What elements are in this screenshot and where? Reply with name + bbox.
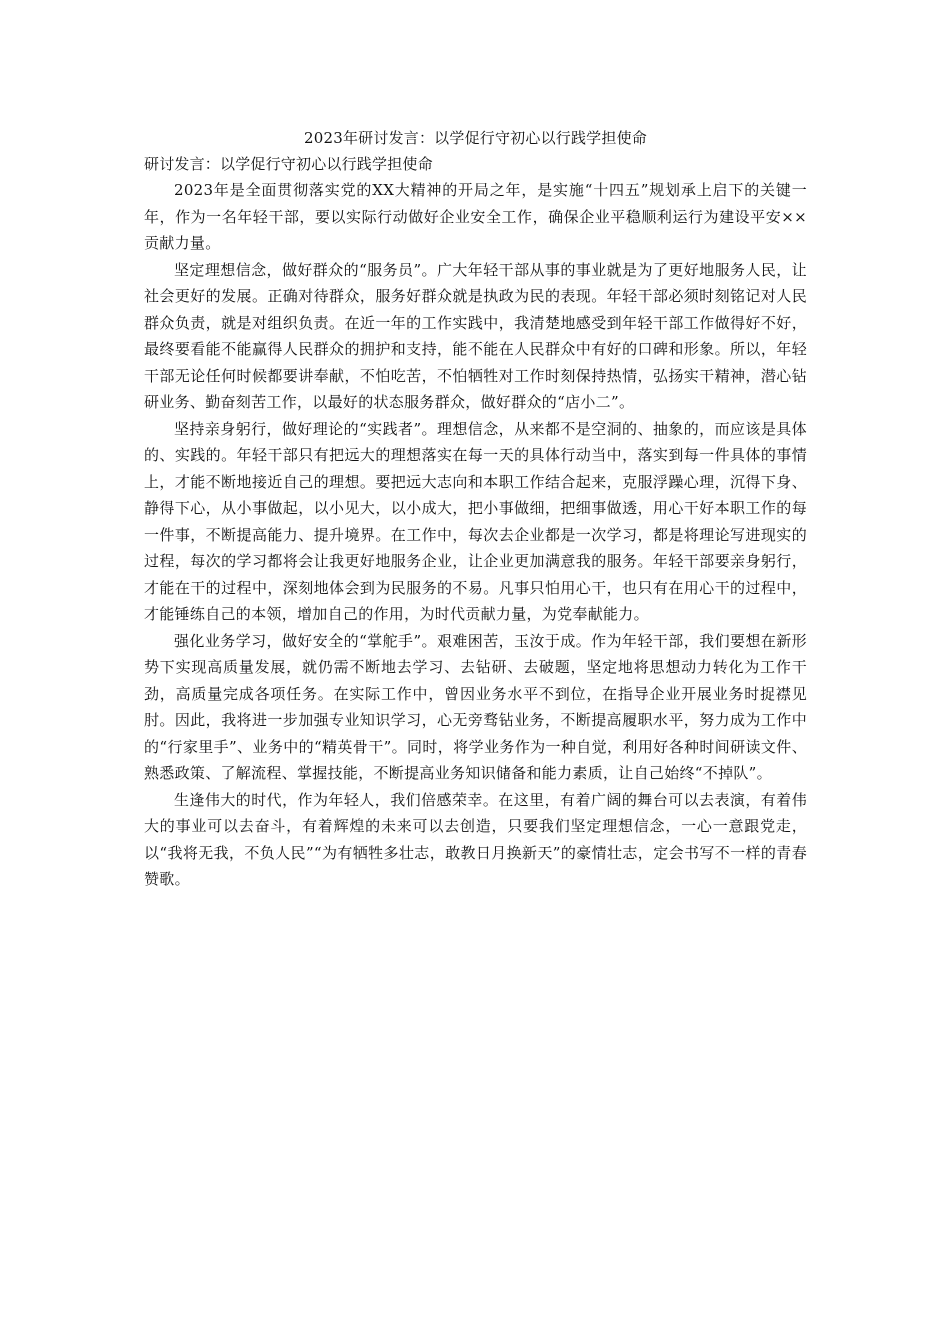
document-title: 2023年研讨发言：以学促行守初心以行践学担使命 [304, 129, 647, 147]
paragraph-study: 强化业务学习，做好安全的“掌舵手”。艰难困苦，玉汝于成。作为年轻干部，我们要想在新形势下实现高质量发展，就仍需不断地去学习、去钻研、去破题，坚定地将思想动力转化为工作干劲，高质量完成各项任务。在实际工作中，曾因业务水平不到位，在指导企业开展业务时捉襟见肘。因此，我将进一步加强专业知识学习，心无旁骛钻业务，不断提高履职水平，努力成为工作中的“行家里手”、业务中的“精英骨干”。同时，将学业务作为一种自觉，利用好各种时间研读文件、熟悉政策、了解流程、掌握技能，不断提高业务知识储备和能力素质，让自己始终“不掉队”。 [144, 631, 807, 782]
paragraph-service: 坚定理想信念，做好群众的“服务员”。广大年轻干部从事的事业就是为了更好地服务人民，让社会更好的发展。正确对待群众，服务好群众就是执政为民的表现。年轻干部必须时刻铭记对人民群众负责，就是对组织负责。在近一年的工作实践中，我清楚地感受到年轻干部工作做得好不好，最终要看能不能赢得人民群众的拥护和支持，能不能在人民群众中有好的口碑和形象。所以，年轻干部无论任何时候都要讲奉献，不怕吃苦，不怕牺牲对工作时刻保持热情，弘扬实干精神，潜心钻研业务、勤奋刻苦工作，以最好的状态服务群众，做好群众的“店小二”。 [144, 260, 807, 411]
paragraph-practice: 坚持亲身躬行，做好理论的“实践者”。理想信念，从来都不是空洞的、抽象的，而应该是具体的、实践的。年轻干部只有把远大的理想落实在每一天的具体行动当中，落实到每一件具体的事情上，才能不断地接近自己的理想。要把远大志向和本职工作结合起来，克服浮躁心理，沉得下身、静得下心，从小事做起，以小见大，以小成大，把小事做细，把细事做透，用心干好本职工作的每一件事，不断提高能力、提升境界。在工作中，每次去企业都是一次学习，都是将理论写进现实的过程，每次的学习都将会让我更好地服务企业，让企业更加满意我的服务。年轻干部要亲身躬行，才能在干的过程中，深刻地体会到为民服务的不易。凡事只怕用心干，也只有在用心干的过程中，才能锤练自己的本领，增加自己的作用，为时代贡献力量，为党奉献能力。 [144, 419, 807, 623]
document-subtitle: 研讨发言：以学促行守初心以行践学担使命 [144, 155, 433, 173]
document-body [144, 125, 807, 893]
paragraph-conclusion: 生逢伟大的时代，作为年轻人，我们倍感荣幸。在这里，有着广阔的舞台可以去表演，有着伟大的事业可以去奋斗，有着辉煌的未来可以去创造，只要我们坚定理想信念，一心一意跟党走，以“我将无我，不负人民”“为有牺牲多壮志，敢教日月换新天”的豪情壮志，定会书写不一样的青春赞歌。 [144, 790, 807, 888]
paragraph-intro: 2023年是全面贯彻落实党的XX大精神的开局之年，是实施“十四五”规划承上启下的关键一年，作为一名年轻干部，要以实际行动做好企业安全工作，确保企业平稳顺利运行为建设平安××贡献力量。 [144, 181, 807, 252]
